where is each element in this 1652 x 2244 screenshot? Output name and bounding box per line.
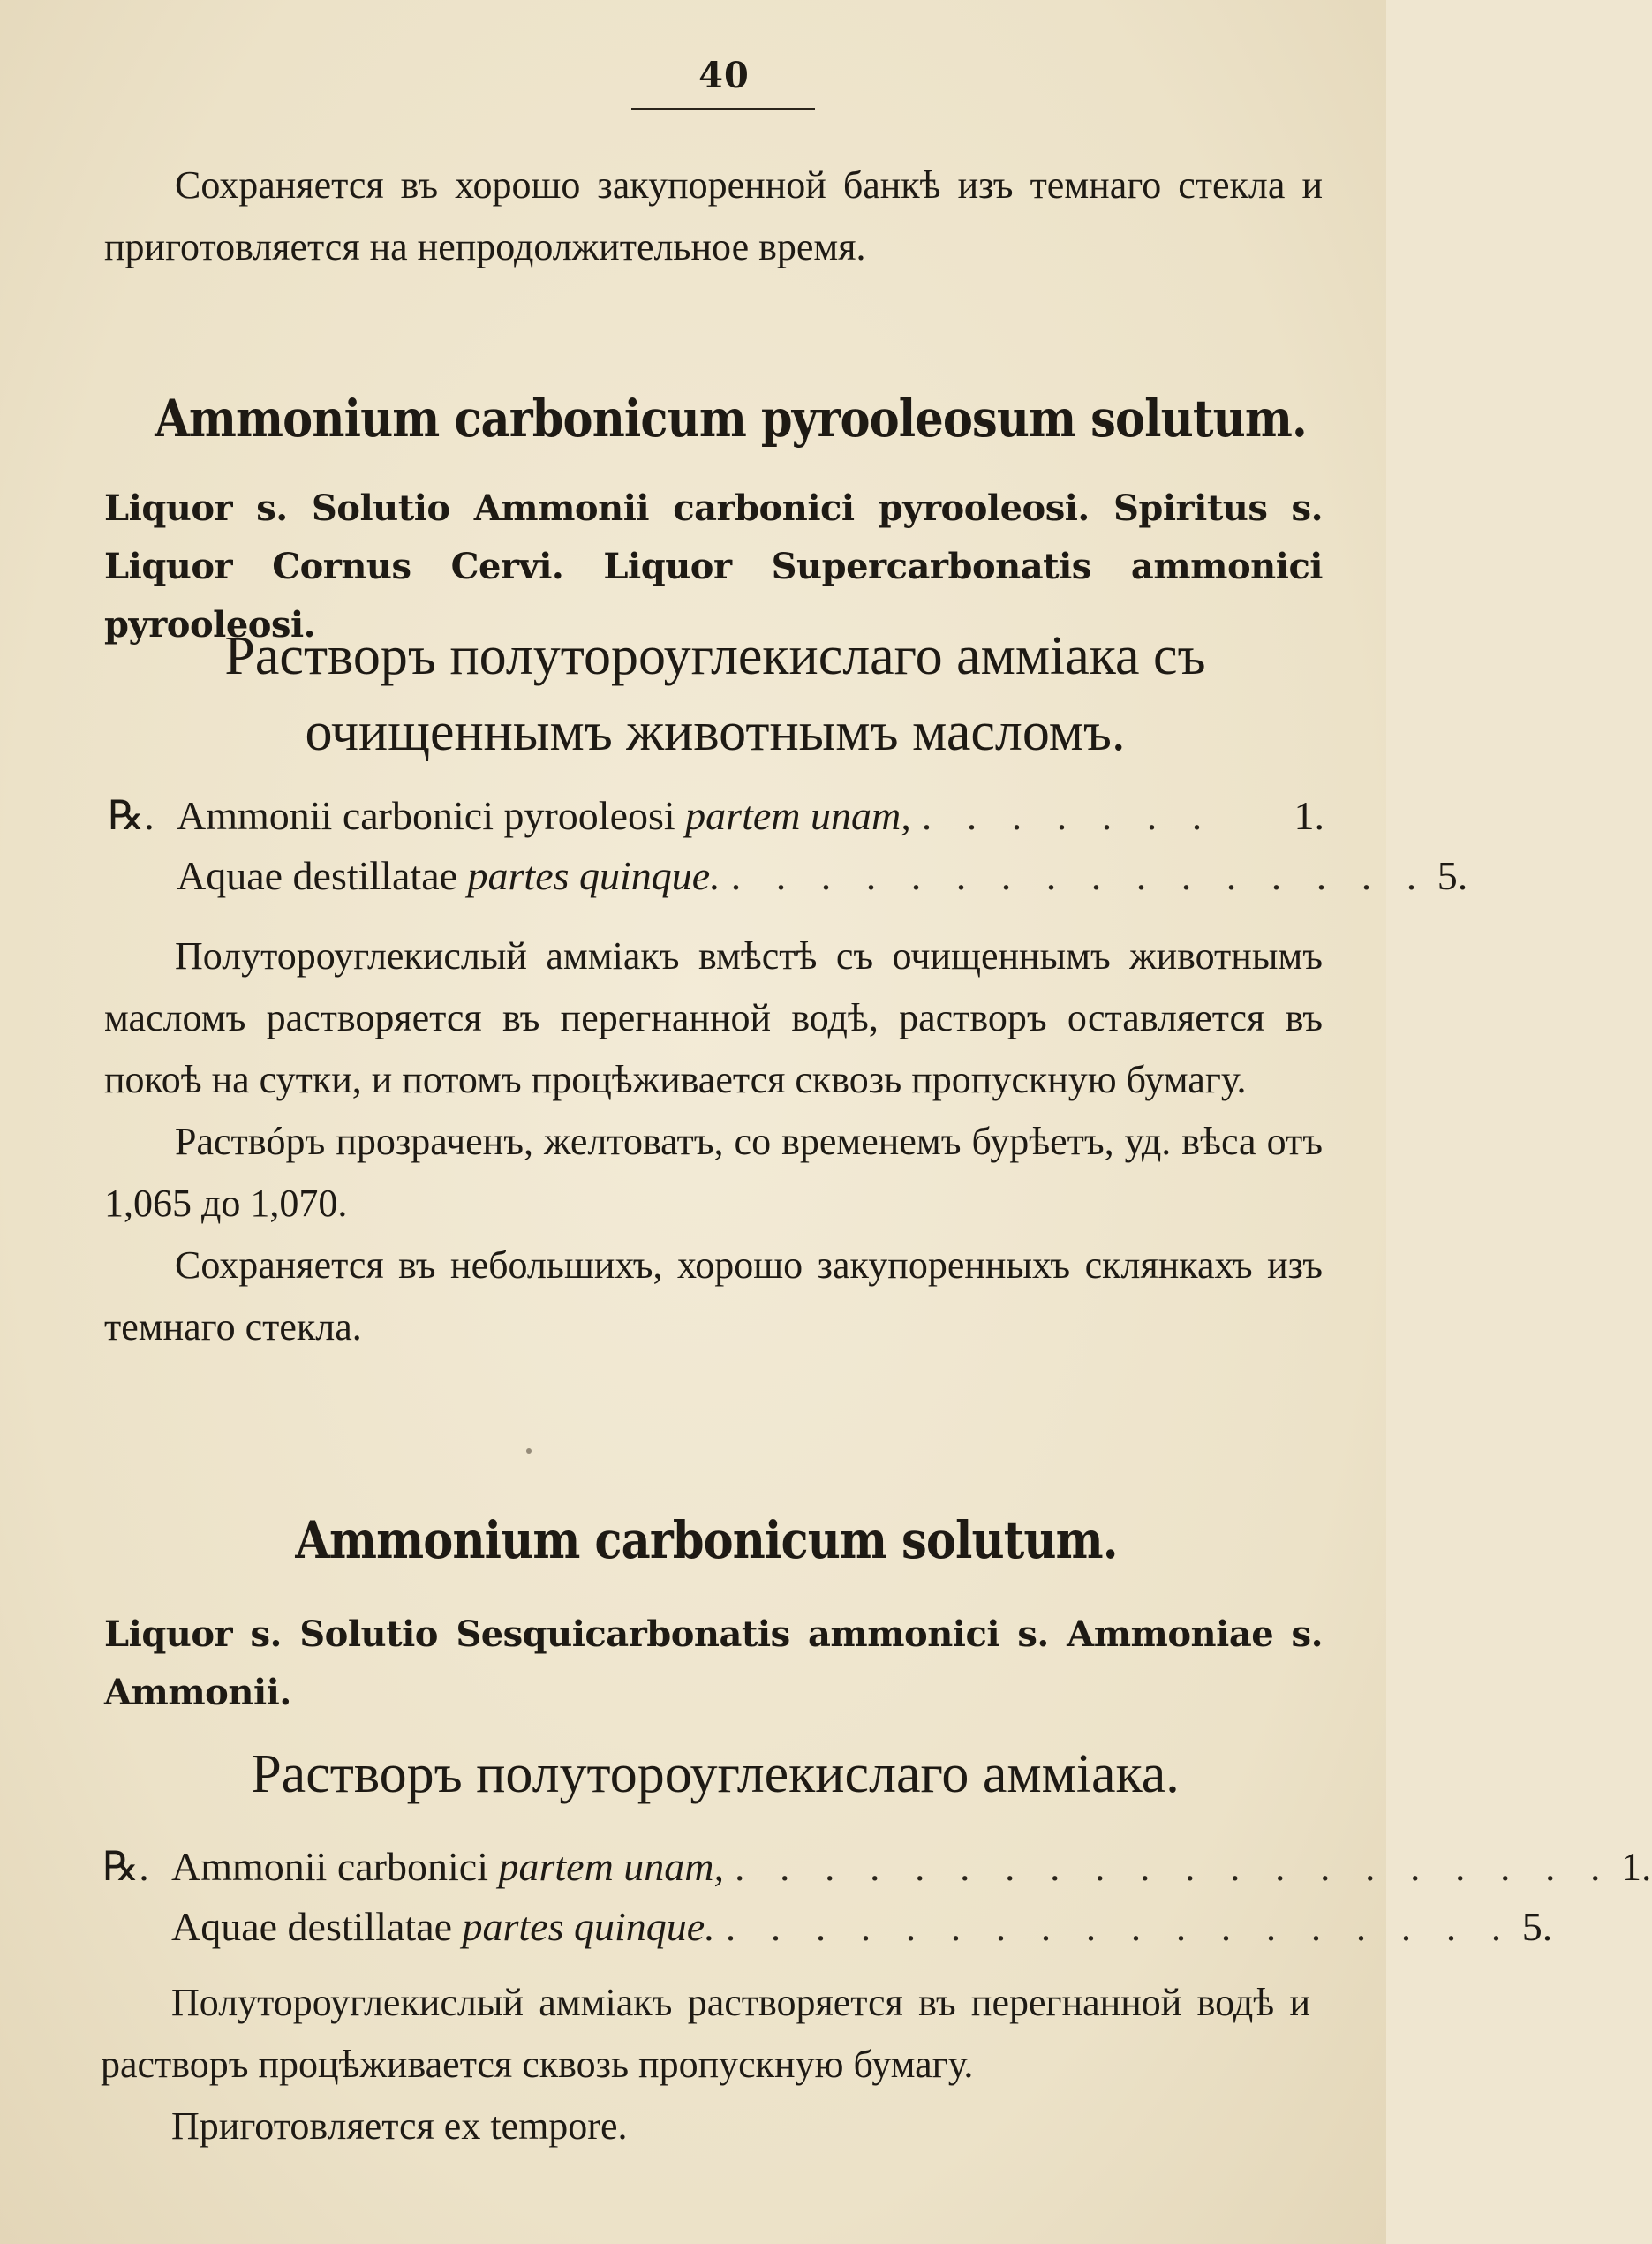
ingredient-quantity: 5. [1521,1904,1553,1949]
leader-dots: . . . . . . . . . . . . . . . . . . . . [735,1844,1613,1889]
ingredient-portion: partem unam, [498,1844,725,1889]
ingredient-quantity: 1. [1294,793,1324,838]
section2-body [101,1972,1310,2157]
intro-block [104,155,1323,278]
section2-paragraph: Полутороуглекислый амміакъ растворяется въ перегнанной водѣ и растворъ процѣживается сквозь пропускную бумагу. [101,1981,1310,2086]
ingredient-portion: partes quinque. [467,853,720,898]
ingredient-portion: partes quinque. [462,1904,715,1949]
section2-recipe-row [102,1897,1553,1957]
section1-synonyms: Liquor s. Solutio Ammonii carbonici pyrooleosi. Spiritus s. Liquor Cornus Cervi. Liquor Supercarbonatis ammonici pyrooleosi. [104,487,1323,646]
intro-paragraph: Сохраняется въ хорошо закупоренной банкѣ изъ темнаго стекла и приготовляется на непродолжительное время. [104,163,1323,268]
recipe-symbol: ℞. [102,1844,149,1889]
section1-recipe-row [108,786,1324,846]
section2-russian-title: Растворъ полутороуглекислаго амміака. [251,1744,1180,1804]
section1-recipe [108,786,1468,906]
leader-dots: . . . . . . . [921,793,1215,838]
ingredient-portion: partem unam, [685,793,911,838]
section2-paragraph: Приготовляется ex tempore. [171,2104,628,2148]
ingredient-name: Aquae destillatae partes quinque. [177,853,720,898]
leader-dots: . . . . . . . . . . . . . . . . . . [725,1904,1514,1949]
section1-russian-title: Растворъ полутороуглекислаго амміака съ очищеннымъ животнымъ масломъ. [224,626,1206,762]
section1-russian-title-block [97,618,1333,770]
ingredient-quantity: 1. [1621,1844,1652,1889]
ingredient-quantity: 5. [1437,853,1468,898]
section2-recipe-row [102,1837,1652,1897]
section1-heading: Ammonium carbonicum pyrooleosum solutum. [155,389,1307,449]
ingredient-name: Ammonii carbonici partem unam, [171,1844,725,1889]
section2-heading: Ammonium carbonicum solutum. [295,1510,1118,1570]
section2-synonyms-block [104,1606,1323,1722]
section2-synonyms: Liquor s. Solutio Sesquicarbonatis ammonici s. Ammoniae s. Ammonii. [104,1613,1323,1713]
section2-heading-block [79,1510,1333,1570]
section1-recipe-row [108,846,1468,906]
section1-body [104,926,1323,1358]
recipe-symbol: ℞. [108,793,155,838]
section1-paragraph: Сохраняется въ небольшихъ, хорошо закупоренныхъ склянкахъ изъ темнаго стекла. [104,1243,1323,1349]
section2-recipe [102,1837,1652,1957]
section1-paragraph: Раствóръ прозраченъ, желтоватъ, со временемъ бурѣетъ, уд. вѣса отъ 1,065 до 1,070. [104,1120,1323,1225]
page-number-rule [631,108,815,110]
section1-heading-block [79,389,1333,449]
stray-mark [526,1448,532,1454]
ingredient-name: Ammonii carbonici pyrooleosi partem unam, [177,793,911,838]
section2-russian-title-block [97,1736,1333,1812]
page-number: 40 [698,55,750,96]
ingredient-name: Aquae destillatae partes quinque. [171,1904,715,1949]
section1-paragraph: Полутороуглекислый амміакъ вмѣстѣ съ очищеннымъ животнымъ масломъ растворяется въ перегнанной водѣ, растворъ оставляется въ покоѣ на сутки, и потомъ процѣживается сквозь пропускную бумагу. [104,934,1323,1101]
leader-dots: . . . . . . . . . . . . . . . . [730,853,1429,898]
